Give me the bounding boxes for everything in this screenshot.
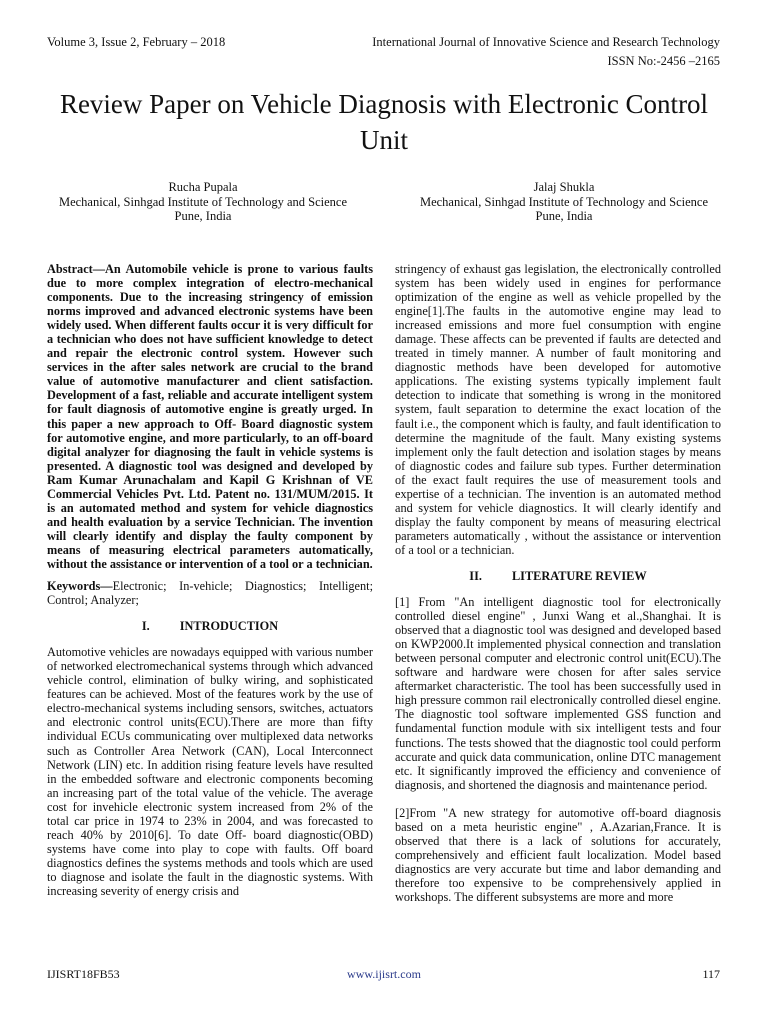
literature-paragraph-2: [2]From "A new strategy for automotive off-board diagnosis based on a meta heuristic engine" , A.Azarian,France. It is observed that there is a lack of solutions for accurately, comprehensively and efficient fault localization. Model based diagnostics are very accurate but time and labor demanding and therefore too expensive to be comprehensively applied in workshops. The different subsystems are more and more [395,805,721,904]
author-block-2 [394,180,734,224]
section-title: INTRODUCTION [179,619,279,634]
section-title: LITERATURE REVIEW [511,568,647,583]
author-location: Pune, India [174,209,232,223]
section-heading-literature-review [395,569,721,583]
footer-paper-code: IJISRT18FB53 [47,967,120,981]
section-number: I. [141,619,150,634]
introduction-continued: stringency of exhaust gas legislation, the electronically controlled system has been widely used in engines for performance optimization of the engine as well as vehicle propelled by the engine[1].The faults in the automotive engine may lead to increased emissions and more fuel consumption with engine damage. These affects can be prevented if faults are detected and treated in timely manner. A number of fault monitoring and diagnostic methods have been developed for automotive applications. The existing systems typically implement fault detection to indicate that something is wrong in the monitored system, fault separation to determine the exact location of the fault i.e., the component which is faulty, and fault identification to determine the magnitude of the fault. Many existing systems implement only the fault detection and isolation stages by means of diagnostic codes and failure sub types. Further determination of the exact fault requires the use of measurement tools and expertise of a technician. The invention is an automated method and system for vehicle diagnostics. It will clearly identify and display the faulty component by means of measuring electrical parameters automatically , without the assistance or intervention of a tool or a technician. [395,262,721,557]
keywords-label: Keywords— [47,579,113,594]
header-issn: ISSN No:-2456 –2165 [607,54,720,68]
keywords-text: Electronic; In-vehicle; Diagnostics; Intelligent; Control; Analyzer; [47,579,373,608]
footer-url[interactable]: www.ijisrt.com [347,967,421,981]
left-column [47,262,373,898]
author-block-1 [33,180,373,224]
author-location: Pune, India [535,209,593,223]
section-heading-introduction [47,619,373,633]
header-volume: Volume 3, Issue 2, February – 2018 [47,35,226,49]
right-column [395,262,721,904]
section-number: II. [469,568,482,583]
paper-title: Review Paper on Vehicle Diagnosis with Electronic Control Unit [59,89,709,155]
header-journal: International Journal of Innovative Science and Research Technology [372,35,720,49]
literature-paragraph-1: [1] From "An intelligent diagnostic tool for electronically controlled diesel engine" , Junxi Wang et al.,Shanghai. It is observed that a diagnostic tool was designed and developed based on KWP2000.It implemented physical connection and translation between personal computer and electronic control unit(ECU).The software and hardware were chosen for after sales service aftermarket characteristic. The tool has been successfully used in high pressure common rail electronically controlled diesel engine. The diagnostic tool software implemented GSS function and fundamental function module with six intelligent tests and four functions. The tests showed that the diagnostic tool could perform accurate and quick data communication, online DTC management etc. It significantly improved the efficiency and convenience of diagnosis, and shortened the diagnosis and maintenance period. [395,595,721,792]
keywords [47,579,373,607]
introduction-paragraph: Automotive vehicles are nowadays equipped with various number of networked electromechanical systems through which advanced vehicle control, elimination of bulky wiring, and sophisticated features can be achieved. Most of the features work by the use of electro-mechanical systems including sensors, switches, actuators and electronic control units(ECU).There are more than fifty individual ECUs communicating over multiplexed data networks such as Controller Area Network (CAN), Local Interconnect Network (LIN) etc. In addition rising feature levels have resulted in the embedded software and electronic components becoming an increasing part of the total value of the vehicle. The average cost for invehicle electronic system increased from 2% of the total car price in 1974 to 23% in 2004, and was forecasted to reach 40% by 2010[6]. To date Off- board diagnostic(OBD) systems have come into play to cope with faults. Off board diagnostics defines the systems methods and tools which are used to diagnose and isolate the fault in the diagnostic systems. With increasing severity of energy crisis and [47,645,373,898]
author-name: Rucha Pupala [168,180,238,194]
footer-page-number: 117 [702,967,720,981]
abstract: Abstract—An Automobile vehicle is prone to various faults due to more complex integration of electro-mechanical components. Due to the increasing stringency of emission norms improved and advanced electronic systems have been widely used. When different faults occur it is very difficult for a technician who does not have sufficient knowledge to detect and repair the electronic control system. However such services in the after sales network are crucial to the brand value of automotive manufacturer and client satisfaction. Development of a fast, reliable and accurate intelligent system for fault diagnosis of automotive engine is greatly urged. In this paper a new approach to Off- Board diagnostic system for automotive engine, and more particularly, to an off-board digital analyzer for diagnosing the fault in vehicle systems is presented. A diagnostic tool was designed and developed by Ram Kumar Arunachalam and Kapil G Krishnan of VE Commercial Vehicles Pvt. Ltd. Patent no. 131/MUM/2015. It is an automated method and system for vehicle diagnostics and health evaluation by a service Technician. The invention will clearly identify and display the faulty component by means of measuring electrical parameters automatically, without the assistance or intervention of a tool or a technician. [47,262,373,571]
author-affiliation: Mechanical, Sinhgad Institute of Technology and Science [58,194,348,209]
author-affiliation: Mechanical, Sinhgad Institute of Technology and Science [419,194,709,209]
author-name: Jalaj Shukla [533,180,595,194]
